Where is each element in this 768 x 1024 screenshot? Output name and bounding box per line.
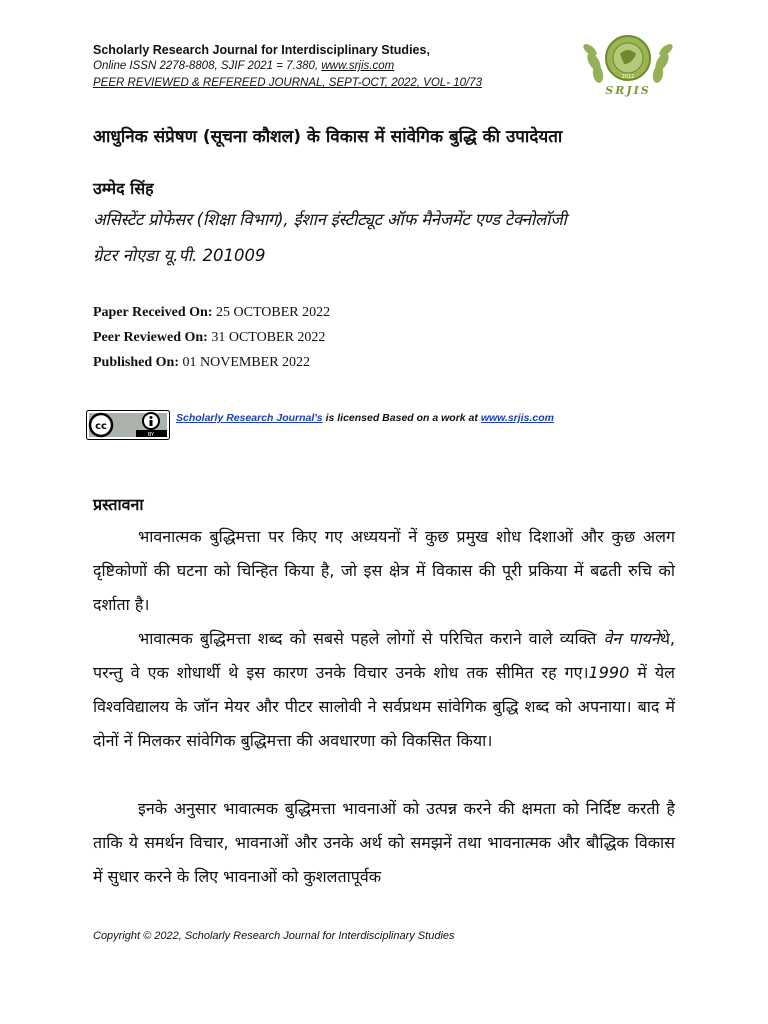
- p2-text-after: थे, परन्तु वे एक शोधार्थी थे इस कारण उनके विचार उनके शोध तक सीमित रह गए।: [93, 629, 675, 682]
- p2-text-before: भावात्मक बुद्धिमत्ता शब्द को सबसे पहले लोगों से परिचित कराने वाले व्यक्ति: [138, 629, 604, 648]
- journal-logo: [580, 28, 676, 100]
- journal-license-link[interactable]: Scholarly Research Journal's: [176, 412, 323, 424]
- reviewed-date: [93, 330, 325, 346]
- reviewed-value: 31 OCTOBER 2022: [207, 330, 326, 345]
- license-site-link[interactable]: www.srjis.com: [480, 412, 554, 424]
- logo-year: 2012: [621, 74, 635, 80]
- paragraph-2: [93, 622, 675, 758]
- journal-title: Scholarly Research Journal for Interdisciplinary Studies,: [93, 43, 430, 57]
- journal-issn-line: [93, 60, 394, 72]
- issn-text: Online ISSN 2278-8808, SJIF 2021 = 7.380,: [93, 60, 322, 72]
- p2-text-rest: में येल विश्वविद्यालय के जॉन मेयर और पीटर सालोवी ने सर्वप्रथम सांवेगिक बुद्धि शब्द को अपनाया। बाद में दोनों नें मिलकर सांवेगिक बुद्धिमत्ता की अवधारणा को विकसित किया।: [93, 663, 675, 750]
- license-statement: [176, 412, 554, 424]
- license-middle-text: is licensed Based on a work at: [322, 412, 481, 424]
- received-date: [93, 305, 330, 321]
- reviewed-label: Peer Reviewed On:: [93, 330, 208, 345]
- author-address: ग्रेटर नोएडा यू.पी. 201009: [93, 246, 266, 265]
- peer-reviewed-line: PEER REVIEWED & REFEREED JOURNAL, SEPT-OCT, 2022, VOL- 10/73: [93, 77, 483, 89]
- published-label: Published On:: [93, 355, 179, 370]
- published-date: [93, 355, 310, 371]
- svg-text:cc: cc: [95, 421, 107, 432]
- footer-copyright: Copyright © 2022, Scholarly Research Journal for Interdisciplinary Studies: [93, 930, 455, 942]
- p2-name: वेन पायने: [603, 629, 660, 648]
- author-name: उम्मेद सिंह: [93, 179, 154, 198]
- cc-by-badge[interactable]: [86, 410, 170, 440]
- paragraph-3: इनके अनुसार भावात्मक बुद्धिमत्ता भावनाओं को उत्पन्न करने की क्षमता को निर्दिष्ट करती है ताकि ये समर्थन विचार, भावनाओं और उनके अर्थ को समझनें तथा भावनात्मक और बौद्धिक विकास में सुधार करने के लिए भावनाओं को कुशलतापूर्वक: [93, 799, 675, 886]
- author-affiliation: असिस्टेंट प्रोफेसर (शिक्षा विभाग), ईशान इंस्टीट्यूट ऑफ मैनेजमेंट एण्ड टेक्नोलॉजी: [93, 210, 567, 229]
- section-heading-introduction: प्रस्तावना: [93, 495, 144, 514]
- logo-text: SRJIS: [605, 84, 651, 97]
- received-label: Paper Received On:: [93, 305, 213, 320]
- paragraph-1: भावनात्मक बुद्धिमत्ता पर किए गए अध्ययनों नें कुछ प्रमुख शोध दिशाओं और कुछ अलग दृष्टिकोणों की घटना को चिन्हित किया है, जो इस क्षेत्र में विकास की पूरी प्रकिया में बढती रुचि को दर्शाता है।: [93, 527, 675, 614]
- article-title: आधुनिक संप्रेषण (सूचना कौशल) के विकास में सांवेगिक बुद्धि की उपादेयता: [93, 127, 563, 147]
- received-value: 25 OCTOBER 2022: [212, 305, 331, 320]
- p2-year: 1990: [588, 663, 630, 682]
- published-value: 01 NOVEMBER 2022: [178, 355, 311, 370]
- journal-website-link[interactable]: www.srjis.com: [321, 60, 395, 72]
- badge-by-text: BY: [147, 432, 155, 438]
